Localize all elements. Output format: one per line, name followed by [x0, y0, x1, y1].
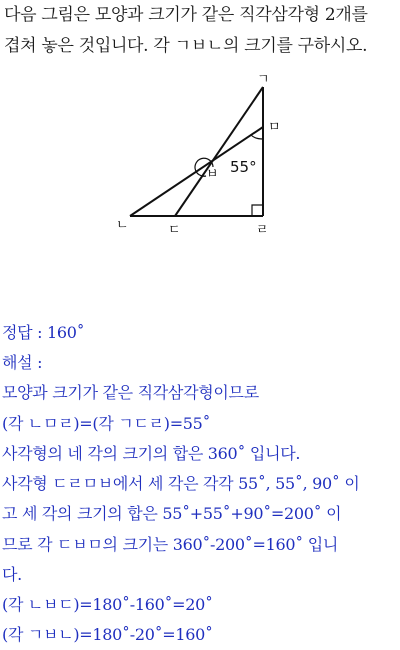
problem-line-1: 다음 그림은 모양과 크기가 같은 직각삼각형 2개를 — [4, 5, 368, 25]
right-angle-mark — [252, 205, 263, 216]
solution-line-5: 사각형 ㄷㄹㅁㅂ에서 세 각은 각각 55˚, 55˚, 90˚ 이 — [2, 474, 360, 493]
solution-line-2: 모양과 크기가 같은 직각삼각형이므로 — [2, 383, 259, 402]
label-m: ㅁ — [268, 120, 281, 135]
angle-arc-m — [251, 135, 263, 139]
label-d: ㄷ — [168, 223, 181, 235]
solution-line-7: 므로 각 ㄷㅂㅁ의 크기는 360˚-200˚=160˚ 입니 — [2, 535, 339, 554]
line-g-d — [175, 87, 263, 216]
label-r: ㄹ — [256, 223, 269, 235]
label-n: ㄴ — [116, 218, 129, 233]
angle-label-55: 55° — [230, 158, 257, 176]
solution-line-4: 사각형의 네 각의 크기의 합은 360˚ 입니다. — [2, 444, 301, 463]
solution-line-10: (각 ㄱㅂㄴ)=180˚-20˚=160˚ — [2, 625, 213, 644]
triangle-diagram — [110, 75, 290, 235]
solution-line-1: 해설 : — [2, 353, 43, 372]
problem-line-2: 겹쳐 놓은 것입니다. 각 ㄱㅂㄴ의 크기를 구하시오. — [4, 36, 368, 56]
solution-line-9: (각 ㄴㅂㄷ)=180˚-160˚=20˚ — [2, 595, 213, 614]
solution-line-3: (각 ㄴㅁㄹ)=(각 ㄱㄷㄹ)=55˚ — [2, 414, 211, 433]
label-g: ㄱ — [257, 75, 270, 87]
triangle-figure — [110, 75, 290, 235]
label-b: ㅂ — [206, 167, 219, 182]
solution-line-6: 고 세 각의 크기의 합은 55˚+55˚+90˚=200˚ 이 — [2, 504, 342, 523]
answer-line: 정답 : 160˚ — [2, 323, 85, 342]
solution-line-8: 다. — [2, 565, 22, 584]
